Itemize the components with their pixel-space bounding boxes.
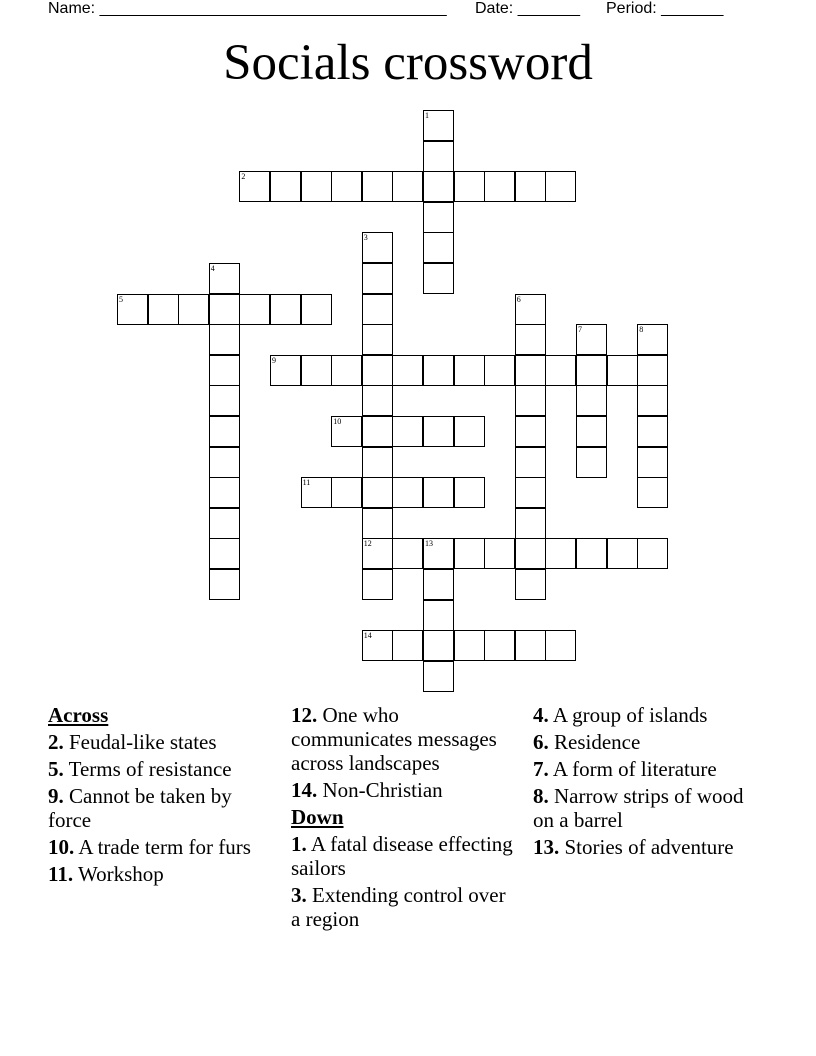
crossword-cell[interactable] [392, 416, 423, 447]
crossword-cell[interactable] [362, 263, 393, 294]
crossword-cell[interactable] [545, 538, 576, 569]
crossword-cell[interactable] [362, 569, 393, 600]
crossword-cell[interactable] [484, 355, 515, 386]
crossword-cell[interactable] [331, 171, 362, 202]
clue-number: 13. [533, 835, 560, 859]
crossword-cell[interactable] [484, 171, 515, 202]
crossword-cell[interactable] [362, 324, 393, 355]
crossword-cell[interactable] [362, 447, 393, 478]
crossword-cell[interactable] [362, 385, 393, 416]
clue-number-label: 13 [425, 539, 433, 549]
clue-number-label: 14 [363, 631, 372, 641]
clue-item [48, 862, 273, 886]
crossword-cell[interactable] [637, 416, 668, 447]
clue-number: 2. [48, 730, 64, 754]
crossword-cell[interactable] [331, 477, 362, 508]
clue-item [291, 778, 516, 802]
clue-text: Terms of resistance [63, 757, 232, 781]
crossword-cell[interactable] [392, 171, 423, 202]
crossword-cell[interactable] [209, 355, 240, 386]
crossword-cell[interactable] [209, 294, 240, 325]
name-field-label: Name: _______________________________________ [48, 0, 447, 17]
crossword-cell[interactable] [515, 324, 546, 355]
crossword-cell[interactable] [576, 447, 607, 478]
clue-item [533, 784, 758, 832]
crossword-cell[interactable] [576, 538, 607, 569]
crossword-cell[interactable] [423, 355, 454, 386]
crossword-cell[interactable] [423, 477, 454, 508]
clue-text: A form of literature [548, 757, 717, 781]
crossword-cell[interactable] [637, 355, 668, 386]
clues-column-2 [291, 703, 516, 934]
crossword-cell[interactable] [637, 385, 668, 416]
clue-text: Narrow strips of wood on a barrel [533, 784, 744, 832]
clue-item [533, 835, 758, 859]
crossword-cell[interactable] [637, 477, 668, 508]
crossword-cell[interactable] [454, 538, 485, 569]
clue-item [48, 757, 273, 781]
clue-item [533, 730, 758, 754]
crossword-cell[interactable] [423, 630, 454, 661]
crossword-cell[interactable] [209, 324, 240, 355]
crossword-cell[interactable] [637, 447, 668, 478]
crossword-cell[interactable] [423, 141, 454, 172]
crossword-cell[interactable] [515, 416, 546, 447]
crossword-cell[interactable] [423, 569, 454, 600]
clue-number: 12. [291, 703, 318, 727]
down-heading: Down [291, 805, 344, 829]
crossword-cell[interactable] [209, 569, 240, 600]
crossword-cell[interactable] [545, 630, 576, 661]
crossword-cell[interactable] [423, 232, 454, 263]
crossword-cell[interactable] [515, 477, 546, 508]
crossword-cell[interactable] [362, 171, 393, 202]
crossword-cell[interactable] [301, 355, 332, 386]
clue-number-label: 3 [363, 233, 368, 243]
crossword-cell[interactable] [239, 294, 270, 325]
clue-number: 6. [533, 730, 549, 754]
clue-text: Workshop [73, 862, 164, 886]
crossword-cell[interactable] [423, 202, 454, 233]
clue-number: 8. [533, 784, 549, 808]
crossword-cell[interactable] [423, 171, 454, 202]
clues-column-3 [533, 703, 758, 862]
clue-item [291, 703, 516, 775]
crossword-cell[interactable] [515, 508, 546, 539]
crossword-cell[interactable] [545, 171, 576, 202]
crossword-cell[interactable] [209, 416, 240, 447]
crossword-cell[interactable] [515, 385, 546, 416]
clue-text: A fatal disease effecting sailors [291, 832, 513, 880]
crossword-cell[interactable] [301, 294, 332, 325]
crossword-cell[interactable] [423, 416, 454, 447]
clue-item [533, 703, 758, 727]
crossword-cell[interactable] [423, 600, 454, 631]
crossword-cell[interactable] [392, 477, 423, 508]
crossword-cell[interactable] [515, 355, 546, 386]
clue-number-label: 5 [119, 294, 123, 304]
crossword-cell[interactable] [454, 477, 485, 508]
crossword-cell[interactable] [270, 294, 301, 325]
crossword-cell[interactable] [515, 171, 546, 202]
clue-text: Feudal-like states [63, 730, 217, 754]
clue-number-label: 12 [363, 539, 372, 549]
clue-text: Cannot be taken by force [48, 784, 232, 832]
clue-number-label: 11 [302, 478, 311, 488]
crossword-cell[interactable] [515, 538, 546, 569]
crossword-cell[interactable] [392, 630, 423, 661]
clue-number-label: 10 [333, 417, 342, 426]
date-field-label: Date: _______ [475, 0, 580, 17]
clue-number-label: 6 [516, 294, 521, 304]
crossword-cell[interactable] [423, 661, 454, 692]
clue-text: A trade term for furs [74, 835, 251, 859]
clue-number-label: 2 [241, 172, 246, 182]
crossword-cell[interactable] [454, 355, 485, 386]
clue-text: Extending control over a region [291, 883, 506, 931]
crossword-cell[interactable] [576, 416, 607, 447]
crossword-cell[interactable] [637, 538, 668, 569]
crossword-cell[interactable] [362, 416, 393, 447]
crossword-cell[interactable] [454, 416, 485, 447]
clue-number-label: 4 [210, 264, 215, 273]
clue-number: 5. [48, 757, 64, 781]
crossword-cell[interactable] [392, 355, 423, 386]
clue-number: 3. [291, 883, 307, 907]
crossword-cell[interactable] [209, 508, 240, 539]
clue-item [48, 730, 273, 754]
clue-text: Non-Christian [317, 778, 443, 802]
clue-number: 9. [48, 784, 64, 808]
crossword-cell[interactable] [209, 538, 240, 569]
crossword-cell[interactable] [148, 294, 179, 325]
clue-item [533, 757, 758, 781]
clue-item [291, 832, 516, 880]
clue-text: Stories of adventure [559, 835, 734, 859]
clue-number-label: 7 [578, 325, 582, 335]
crossword-cell[interactable] [362, 508, 393, 539]
crossword-cell[interactable] [209, 385, 240, 416]
clue-item [48, 784, 273, 832]
crossword-cell[interactable] [576, 385, 607, 416]
crossword-cell[interactable] [607, 355, 638, 386]
crossword-cell[interactable] [331, 355, 362, 386]
crossword-cell[interactable] [454, 171, 485, 202]
crossword-cell[interactable] [515, 447, 546, 478]
clue-text: Residence [548, 730, 641, 754]
clue-item [291, 883, 516, 931]
crossword-cell[interactable] [576, 355, 607, 386]
page-title: Socials crossword [223, 35, 593, 91]
crossword-cell[interactable] [484, 538, 515, 569]
clue-number-label: 8 [639, 325, 644, 335]
crossword-cell[interactable] [515, 569, 546, 600]
crossword-cell[interactable] [423, 263, 454, 294]
crossword-cell[interactable] [515, 630, 546, 661]
clue-number-label: 9 [272, 355, 276, 365]
clue-number: 11. [48, 862, 74, 886]
crossword-cell[interactable] [209, 447, 240, 478]
period-field-label: Period: _______ [606, 0, 724, 17]
crossword-cell[interactable] [362, 477, 393, 508]
crossword-cell[interactable] [209, 477, 240, 508]
crossword-cell[interactable] [270, 171, 301, 202]
crossword-cell[interactable] [362, 294, 393, 325]
crossword-cell[interactable] [484, 630, 515, 661]
crossword-cell[interactable] [178, 294, 209, 325]
clue-number-label: 1 [425, 111, 429, 120]
crossword-cell[interactable] [607, 538, 638, 569]
clue-text: A group of islands [548, 703, 708, 727]
crossword-cell[interactable] [454, 630, 485, 661]
clue-item [48, 835, 273, 859]
clue-number: 14. [291, 778, 318, 802]
crossword-cell[interactable] [362, 355, 393, 386]
clue-text: One who communicates messages across landscapes [291, 703, 497, 775]
clue-number: 1. [291, 832, 307, 856]
clue-number: 4. [533, 703, 549, 727]
crossword-cell[interactable] [545, 355, 576, 386]
clue-number: 7. [533, 757, 549, 781]
crossword-cell[interactable] [392, 538, 423, 569]
clues-column-1 [48, 703, 273, 889]
crossword-cell[interactable] [301, 171, 332, 202]
clue-number: 10. [48, 835, 75, 859]
across-heading: Across [48, 703, 109, 727]
